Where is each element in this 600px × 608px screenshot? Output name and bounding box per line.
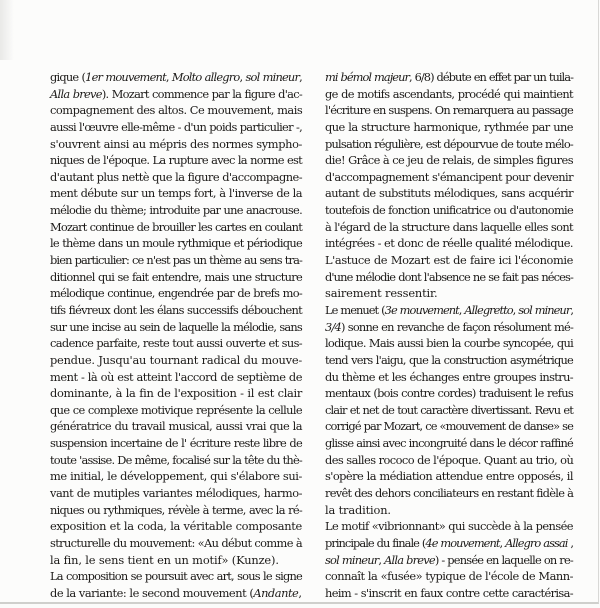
text-line [325, 202, 573, 219]
text-run: suspension incertaine de l' écriture reste libre de [50, 436, 302, 451]
text-run: ) sonne en revanche de façon résolument mé- [340, 319, 573, 334]
italic-text: Allegro assai [505, 535, 568, 550]
text-run: d'une mélodie dont l'absence ne se fait pas néces- [325, 269, 573, 284]
italic-text: mi bémol majeur [325, 70, 409, 84]
text-line [50, 585, 302, 602]
text-line [325, 102, 573, 119]
text-line [50, 119, 302, 136]
text-run: toute 'assise. De même, focalisé sur la tête du thè- [50, 452, 302, 467]
text-line [325, 352, 573, 369]
text-line [50, 568, 302, 585]
text-run: , [378, 552, 385, 567]
text-run: que ce complexe motivique représente la cellule [50, 402, 302, 417]
text-run: die! Grâce à ce jeu de relais, de simples figures [325, 153, 573, 168]
text-run: génératrice du travail musical, aussi vrai que la [50, 419, 302, 434]
text-run: Mozart continue de brouiller les cartes en coulant [50, 219, 302, 234]
scan-shadow [0, 0, 14, 60]
text-run: l'écriture en suspens. On remarquera au passage [325, 103, 573, 118]
text-line [325, 535, 573, 552]
text-line [50, 285, 302, 302]
text-run: exposition et la coda, la véritable composante [50, 519, 302, 534]
text-line [325, 468, 573, 485]
text-run: intégrées - et donc de réelle qualité mélodique. [325, 236, 573, 251]
text-run: la tradition. [325, 502, 391, 517]
text-line [50, 385, 302, 402]
text-run: à l'égard de la structure dans laquelle elles sont [325, 219, 573, 234]
text-line [50, 352, 302, 369]
text-line [50, 269, 302, 286]
text-run: autant de substituts mélodiques, sans acquérir [325, 186, 573, 201]
text-run: glisse ainsi avec incongruité dans le décor raffiné [325, 436, 573, 451]
text-line [325, 86, 573, 103]
text-run: niques de l'époque. La rupture avec la norme est [50, 153, 302, 168]
text-run: d'autant plus nettè que la figure d'accompagne- [50, 169, 302, 184]
text-run: principale du finale ( [325, 535, 426, 550]
text-line [50, 435, 302, 452]
text-run: ditionnel qui se fait entendre, mais une structure [50, 269, 302, 284]
text-line [50, 219, 302, 236]
text-run: cadence parfaite, reste tout aussi ouverte et sus- [50, 336, 302, 351]
text-line [50, 485, 302, 502]
text-run: du thème et les échanges entre groupes instru- [325, 369, 573, 384]
text-run: revêt des dehors conciliateurs en restant fidèle à [325, 486, 574, 501]
text-run: , [570, 302, 573, 317]
text-line [325, 152, 573, 169]
text-line [50, 302, 302, 319]
text-run: que la structure harmonique, rythmée par une [325, 119, 573, 134]
text-run: des salles rococo de l'époque. Quant au trio, où [325, 452, 574, 467]
text-line [325, 552, 573, 569]
text-line [50, 102, 302, 119]
text-line [50, 136, 302, 153]
text-run: Le motif «vibrionnant» qui succède à la pensée [325, 519, 573, 534]
text-line [325, 285, 573, 302]
text-run: bien particulier: ce n'est pas un thème au sens tra- [50, 253, 302, 268]
text-line [325, 269, 573, 286]
text-run: , [567, 535, 574, 550]
text-run: tend vers l'aigu, que la construction asymétrique [325, 352, 573, 367]
text-line [325, 185, 573, 202]
text-run: structurelle du mouvement: «Au début comme à [50, 535, 302, 550]
italic-text: sol mineur [518, 302, 571, 317]
text-run: d'accompagnement s'émancipent pour devenir [325, 169, 573, 184]
text-run: ment - là où est atteint l'accord de septième de [50, 369, 302, 384]
text-run: mentaux (bois contre cordes) traduisent le refus [325, 386, 573, 401]
text-line [325, 119, 573, 136]
text-line [50, 535, 302, 552]
text-run: pendue. Jusqu'au tournant radical du mouve- [50, 352, 302, 367]
text-line [325, 402, 573, 419]
text-run: sairement ressentir. [325, 286, 438, 301]
text-run: L'astuce de Mozart est de faire ici l'économie [325, 253, 573, 268]
text-run: lodique. Mais aussi bien la courbe syncopée, qui [325, 336, 573, 351]
text-line [50, 418, 302, 435]
text-run: , [299, 70, 302, 84]
italic-text: 3e mouvement [384, 302, 459, 317]
text-run: clair et net de tout caractère divertissant. Revu et [325, 402, 573, 417]
text-run: , [165, 70, 172, 84]
text-run: , [239, 70, 246, 84]
text-run: , [298, 585, 302, 600]
italic-text: 1er mouvement [85, 70, 166, 84]
text-line [325, 252, 573, 269]
text-run: La composition se poursuit avec art, sous le signe [50, 569, 302, 584]
text-run: vant de mutiples variantes mélodiques, harmo- [50, 486, 302, 501]
text-run: corrigé par Mozart, ce «mouvement de danse» se [325, 419, 573, 434]
text-run: tifs fiévreux dont les élans successifs débouchent [50, 302, 302, 317]
text-line [325, 319, 573, 336]
text-run: le thème dans un moule rythmique et périodique [50, 236, 302, 251]
text-line [50, 335, 302, 352]
text-line [325, 518, 573, 535]
text-line [325, 335, 573, 352]
italic-text: Andante [253, 585, 299, 600]
text-run: , [499, 535, 506, 550]
text-run: connaît la «fusée» typique de l'école de Mann- [325, 569, 573, 584]
text-line [50, 86, 302, 103]
italic-text: sol mineur [325, 552, 379, 567]
text-run: Le menuet ( [325, 302, 385, 317]
text-run: dominante, à la fin de l'exposition - il est clair [50, 386, 302, 401]
text-line [325, 485, 573, 502]
text-run: compagnement des altos. Ce mouvement, mais [50, 103, 303, 118]
italic-text: sol mineur [245, 70, 300, 84]
text-run: me initial, le développement, qui s'élabore sui- [50, 469, 302, 484]
text-line [325, 435, 573, 452]
text-run: s'opère la médiation attendue entre opposés, il [325, 469, 573, 484]
text-run: aussi l'œuvre elle-même - d'un poids particulier -, [50, 119, 302, 134]
text-run: ge de motifs ascendants, procédé qui maintient [325, 86, 573, 101]
text-run: , [512, 302, 519, 317]
text-run: ). Mozart commence par la figure d'ac- [101, 86, 302, 101]
text-line [50, 402, 302, 419]
text-line [325, 568, 573, 585]
text-line [50, 369, 302, 386]
text-run: heim - s'inscrit en faux contre cette caractérisa- [325, 585, 573, 600]
text-line [325, 235, 573, 252]
text-line [325, 452, 573, 469]
italic-text: Alla breve [50, 86, 102, 101]
text-line [325, 418, 573, 435]
text-line [50, 185, 302, 202]
text-run: niques ou rythmiques, révèle à terme, avec la ré- [50, 502, 302, 517]
text-line [50, 552, 302, 569]
text-run: toutefois de fonction unificatrice ou d'autonomie [325, 203, 573, 218]
italic-text: 3/4 [325, 319, 341, 334]
text-run: mélodique continue, engendrée par de brefs mo- [50, 286, 302, 301]
italic-text: Alla breve [384, 552, 435, 567]
text-line [325, 219, 573, 236]
text-run: pulsation régulière, est dépourvue de toute mélo- [325, 136, 573, 151]
text-line [50, 468, 302, 485]
text-run: gique ( [50, 70, 86, 84]
text-line [50, 235, 302, 252]
text-line [50, 252, 302, 269]
text-line [50, 69, 302, 86]
text-line [325, 136, 573, 153]
italic-text: 4e mouvement [425, 535, 500, 550]
text-run: ment débute sur un temps fort, à l'inverse de la [50, 186, 302, 201]
text-run: sur une incise au sein de laquelle la mélodie, sans [50, 319, 302, 334]
italic-text: Allegretto [464, 302, 513, 317]
text-line [50, 502, 302, 519]
text-line [325, 502, 573, 519]
text-line [50, 452, 302, 469]
text-line [325, 69, 573, 86]
text-run: s'ouvrent ainsi au mépris des normes sympho- [50, 136, 302, 151]
text-line [50, 169, 302, 186]
text-column-right [325, 69, 573, 602]
text-line [50, 319, 302, 336]
text-line [325, 585, 573, 602]
text-line [325, 385, 573, 402]
italic-text: Molto allegro [171, 70, 240, 84]
text-line [50, 152, 302, 169]
text-run: ) - pensée en laquelle on re- [434, 552, 573, 567]
text-run: , [458, 302, 465, 317]
text-line [50, 518, 302, 535]
text-line [325, 169, 573, 186]
text-run: mélodie du thème; introduite par une anacrouse. [50, 203, 302, 218]
text-line [325, 302, 573, 319]
text-column-left [50, 69, 302, 602]
text-run: , 6/8) débute en effet par un tuila- [408, 70, 573, 84]
text-line [325, 369, 573, 386]
text-line [50, 202, 302, 219]
text-run: de la variante: le second mouvement ( [50, 585, 254, 600]
text-run: la fin, le sens tient en un motif» (Kunze). [50, 552, 279, 567]
